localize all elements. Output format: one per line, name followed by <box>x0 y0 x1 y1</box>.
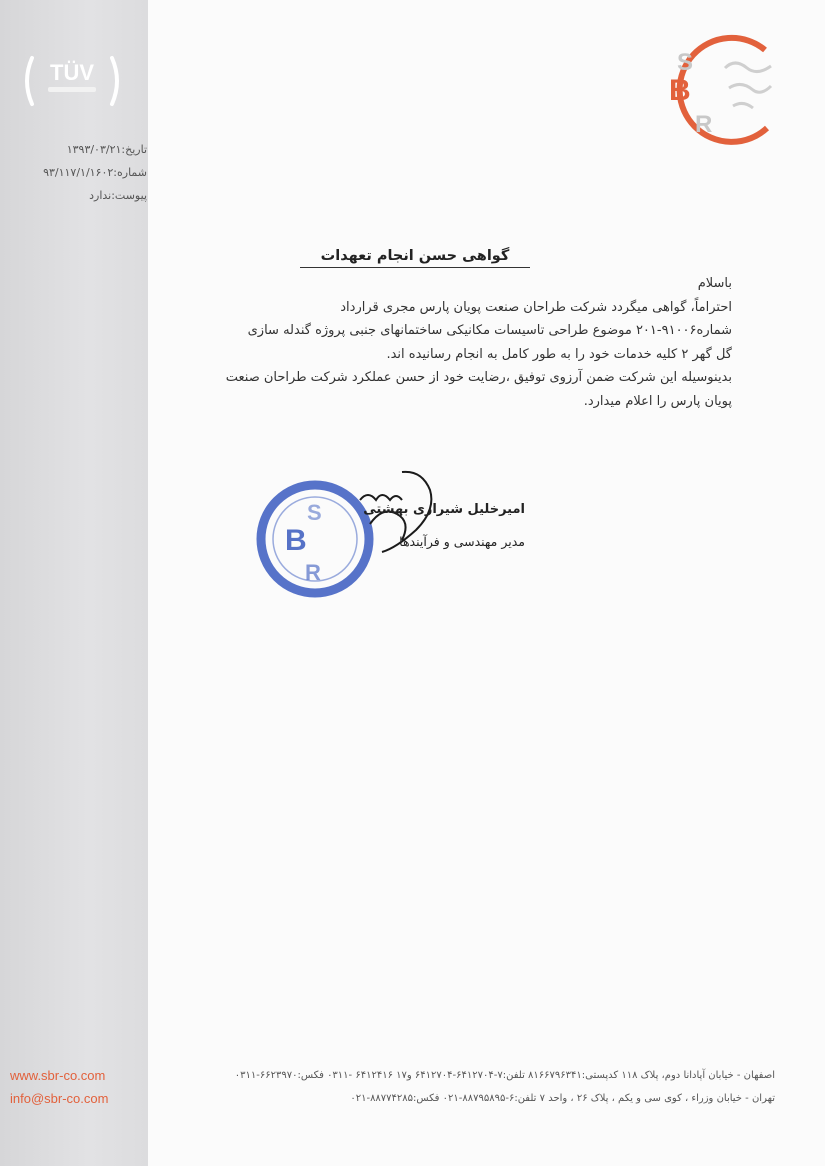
paragraph-line: شماره۹۱۰۰۶-۲۰۱ موضوع طراحی تاسیسات مکانیکی ساختمانهای جنبی پروژه گندله سازی <box>247 323 732 338</box>
svg-text:S: S <box>677 49 694 76</box>
svg-text:B: B <box>285 524 307 557</box>
website-link[interactable]: www.sbr-co.com <box>10 1068 106 1083</box>
svg-text:R: R <box>305 560 321 585</box>
svg-text:S: S <box>307 500 322 525</box>
handwritten-signature <box>330 460 450 580</box>
footer-address-isfahan: اصفهان - خیابان آپادانا دوم، پلاک ۱۱۸ کدپستی:۸۱۶۶۷۹۶۳۴۱ تلفن:۷-۶۴۱۲۷۰۴-۶۴۱۲۷۰۴ و۱۷ ۶۴۱۲۴۱۶ -۰۳۱۱ فکس:۶۶۲۳۹۷۰-۰۳۱۱ <box>234 1070 775 1081</box>
letter-meta <box>43 138 147 207</box>
email-link[interactable]: info@sbr-co.com <box>10 1091 109 1106</box>
letter-attachment: پیوست:ندارد <box>89 189 147 202</box>
svg-text:TÜV: TÜV <box>50 60 94 85</box>
signatory-title: مدیر مهندسی و فرآیندها <box>399 534 525 549</box>
letter-body <box>157 272 732 413</box>
greeting: باسلام <box>697 276 732 291</box>
tuv-certification-logo <box>18 50 126 112</box>
signatory-name: امیرخلیل شیرازی بهشتی <box>363 502 525 517</box>
footer-address-tehran: تهران - خیابان وزراء ، کوی سی و یکم ، پلاک ۲۶ ، واحد ۷ تلفن:۶-۸۸۷۹۵۸۹۵-۰۲۱ فکس:۸۸۷۷۴۲۸۵-۰۲۱ <box>350 1093 775 1104</box>
letter-date: تاریخ:۱۳۹۳/۰۳/۲۱ <box>66 143 147 156</box>
paragraph-line: بدینوسیله این شرکت ضمن آرزوی توفیق ،رضایت خود از حسن عملکرد شرکت طراحان صنعت <box>225 370 732 385</box>
document-title: گواهی حسن انجام تعهدات <box>300 248 530 268</box>
svg-text:B: B <box>669 74 691 107</box>
sbr-company-logo <box>655 28 785 146</box>
paragraph-line: گل گهر ۲ کلیه خدمات خود را به طور کامل به انجام رسانیده اند. <box>386 346 732 362</box>
svg-text:R: R <box>695 111 713 138</box>
paragraph-line: پویان پارس را اعلام میدارد. <box>583 393 732 409</box>
letter-number: شماره:۹۳/۱۱۷/۱/۱۶۰۲ <box>43 166 147 179</box>
paragraph-line: احتراماً، گواهی میگردد شرکت طراحان صنعت پویان پارس مجری قرارداد <box>340 299 732 315</box>
